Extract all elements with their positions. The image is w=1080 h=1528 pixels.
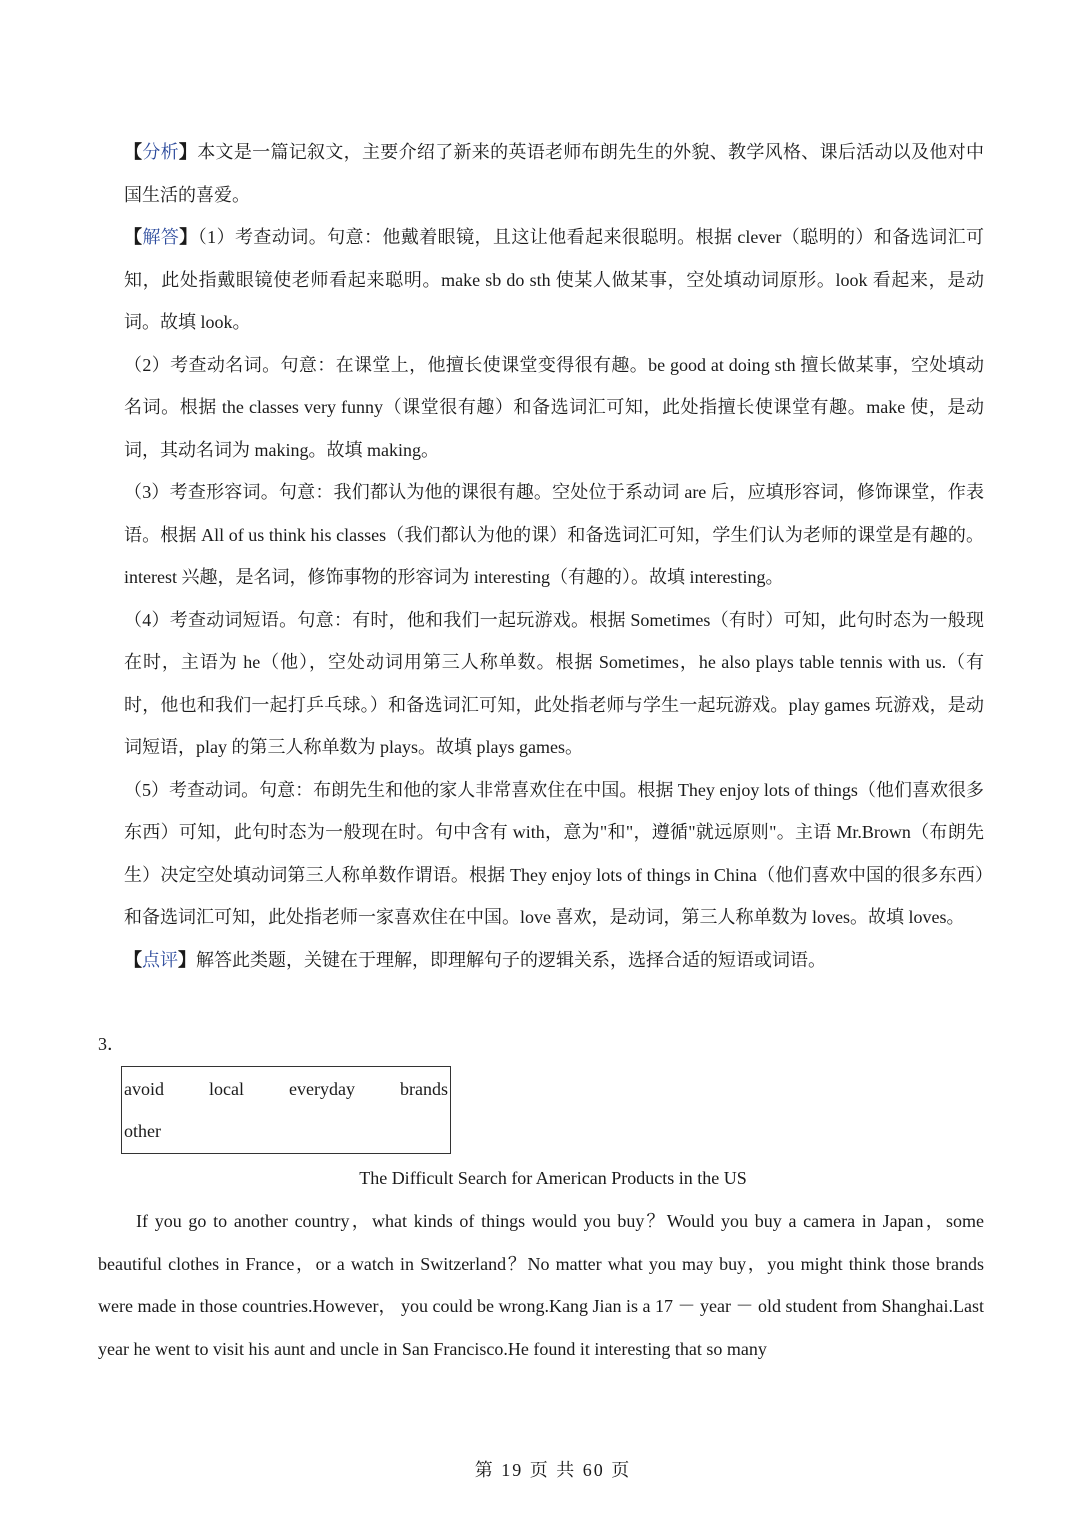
word-box-row-2	[124, 1121, 448, 1142]
answer-item-5: （5）考查动词。句意：布朗先生和他的家人非常喜欢住在中国。根据 They enjoy lots of things（他们喜欢很多东西）可知，此句时态为一般现在时。句中含有 with，意为"和"，遵循"就远原则"。主语 Mr.Brown（布朗先生）决定空处填动词第三人称单数作谓语。根据 They enjoy lots of things in China（他们喜欢中国的很多东西）和备选词汇可知，此处指老师一家喜欢住在中国。love 喜欢，是动词，第三人称单数为 loves。故填 loves。	[124, 779, 984, 927]
word-option: other	[124, 1121, 161, 1141]
word-option: local	[209, 1079, 244, 1099]
word-option: avoid	[124, 1079, 164, 1099]
passage-paragraph: If you go to another country，what kinds of things would you buy？Would you buy a camera in Japan，some beautiful clothes in France，or a watch in Switzerland？No matter what you may buy，you might think those brands were made in those countries.However， you could be wrong.Kang Jian is a 17 － year － old student from Shanghai.Last year he went to visit his aunt and uncle in San Francisco.He found it interesting that so many	[98, 1211, 984, 1359]
answer-item-4: （4）考查动词短语。句意：有时，他和我们一起玩游戏。根据 Sometimes（有时）可知，此句时态为一般现在时，主语为 he（他），空处动词用第三人称单数。根据 Sometimes，he also plays table tennis with us.（有时，他也和我们一起打乒乓球。）和备选词汇可知，此处指老师与学生一起玩游戏。play games 玩游戏，是动词短语，play 的第三人称单数为 plays。故填 plays games。	[124, 609, 984, 757]
comment-text: 解答此类题，关键在于理解，即理解句子的逻辑关系，选择合适的短语或词语。	[196, 949, 826, 970]
answer-item-1: （1）考查动词。句意：他戴着眼镜，且这让他看起来很聪明。根据 clever（聪明的）和备选词汇可知，此处指戴眼镜使老师看起来聪明。make sb do sth 使某人做某事，空处填动词原形。look 看起来，是动词。故填 look。	[124, 227, 985, 332]
page-footer: 第 19 页 共 60 页	[474, 1460, 632, 1480]
passage	[98, 1200, 984, 1370]
comment-tag: 点评	[142, 949, 178, 970]
analysis-section: 【分析】本文是一篇记叙文，主要介绍了新来的英语老师布朗先生的外貌、教学风格、课后活动以及他对中国生活的喜爱。	[124, 142, 985, 205]
question-number: 3．	[98, 1034, 125, 1054]
word-option: everyday	[289, 1079, 355, 1099]
word-option: brands	[400, 1079, 448, 1099]
answer-item-2: （2）考查动名词。句意：在课堂上，他擅长使课堂变得很有趣。be good at doing sth 擅长做某事，空处填动名词。根据 the classes very funny（课堂很有趣）和备选词汇可知，此处指擅长使课堂有趣。make 使，是动词，其动名词为 making。故填 making。	[124, 354, 984, 460]
answer-tag: 解答	[142, 227, 180, 247]
answer-section: 【解答】（1）考查动词。句意：他戴着眼镜，且这让他看起来很聪明。根据 clever（聪明的）和备选词汇可知，此处指戴眼镜使老师看起来聪明。make sb do sth 使某人做某事，空处填动词原形。look 看起来，是动词。故填 look。 （2）考查动名词。句意：在课堂上，他擅长使课堂变得很有趣。be good at doing sth 擅长做某事，空处填动名词。根据 the classes very funny（课堂很有趣）和备选词汇可知，此处指擅长使课堂有趣。make 使，是动词，其动名词为 making。故填 making。 （3）考查形容词。句意：我们都认为他的课很有趣。空处位于系动词 are 后，应填形容词，修饰课堂，作表语。根据 All of us think his classes（我们都认为他的课）和备选词汇可知，学生们认为老师的课堂是有趣的。interest 兴趣，是名词，修饰事物的形容词为 interesting（有趣的）。故填 interesting。 （4）考查动词短语。句意：有时，他和我们一起玩游戏。根据 Sometimes（有时）可知，此句时态为一般现在时，主语为 he（他），空处动词用第三人称单数。根据 Sometimes，he also plays table tennis with us.（有时，他也和我们一起打乒乓球。）和备选词汇可知，此处指老师与学生一起玩游戏。play games 玩游戏，是动词短语，play 的第三人称单数为 plays。故填 plays games。 （5）考查动词。句意：布朗先生和他的家人非常喜欢住在中国。根据 They enjoy lots of things（他们喜欢很多东西）可知，此句时态为一般现在时。句中含有 with，意为"和"，遵循"就远原则"。主语 Mr.Brown（布朗先生）决定空处填动词第三人称单数作谓语。根据 They enjoy lots of things in China（他们喜欢中国的很多东西）和备选词汇可知，此处指老师一家喜欢住在中国。love 喜欢，是动词，第三人称单数为 loves。故填 loves。 【点评】解答此类题，关键在于理解，即理解句子的逻辑关系，选择合适的短语或词语。	[124, 227, 985, 970]
answer-item-3: （3）考查形容词。句意：我们都认为他的课很有趣。空处位于系动词 are 后，应填形容词，修饰课堂，作表语。根据 All of us think his classes（我们都认为他的课）和备选词汇可知，学生们认为老师的课堂是有趣的。interest 兴趣，是名词，修饰事物的形容词为 interesting（有趣的）。故填 interesting。	[124, 482, 984, 587]
passage-title: The Difficult Search for American Products in the US	[359, 1168, 747, 1188]
analysis-text: 本文是一篇记叙文，主要介绍了新来的英语老师布朗先生的外貌、教学风格、课后活动以及他对中国生活的喜爱。	[124, 142, 985, 205]
analysis-tag: 分析	[142, 142, 179, 162]
word-box-row-1	[124, 1079, 448, 1100]
word-box	[121, 1066, 451, 1154]
